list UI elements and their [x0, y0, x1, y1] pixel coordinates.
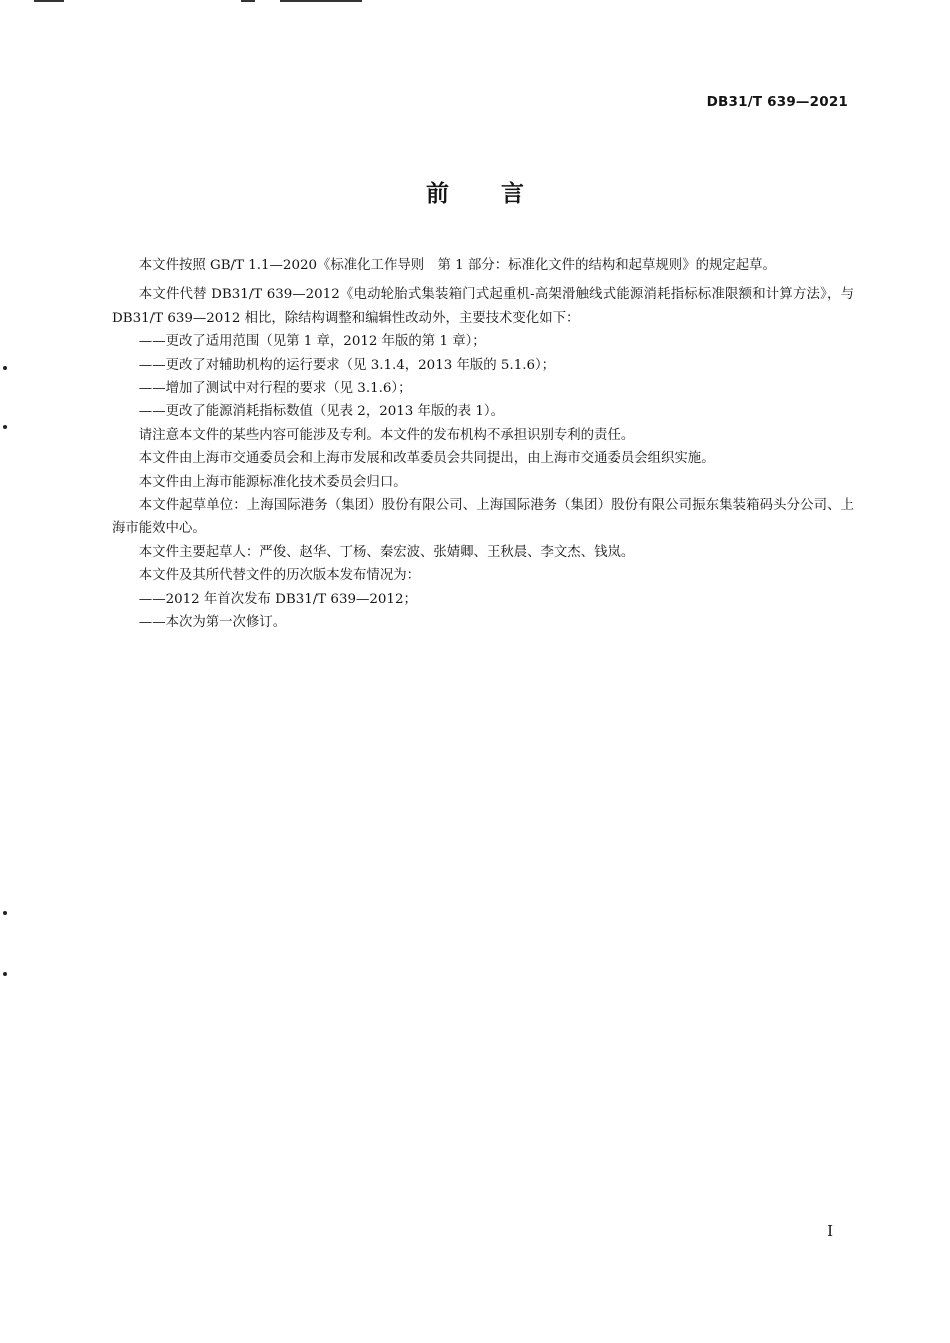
paragraph: 本文件按照 GB/T 1.1—2020《标准化工作导则 第 1 部分：标准化文件的结构和起草规则》的规定起草。: [138, 258, 776, 273]
margin-dot: [3, 366, 7, 370]
list-item: ——增加了测试中对行程的要求（见 3.1.6）；: [138, 381, 412, 397]
paragraph: 本文件主要起草人：严俊、赵华、丁杨、秦宏波、张婧卿、王秋晨、李文杰、钱岚。: [138, 544, 635, 560]
foreword-body: [112, 254, 859, 635]
paragraph: 本文件由上海市能源标准化技术委员会归口。: [138, 474, 407, 490]
list-item: ——2012 年首次发布 DB31/T 639—2012；: [138, 591, 417, 607]
paragraph: 本文件及其所代替文件的历次版本发布情况为：: [138, 568, 420, 584]
page-title: 前言: [426, 181, 576, 207]
margin-dot: [3, 972, 7, 976]
list-item: ——本次为第一次修订。: [138, 615, 287, 631]
paragraph: 本文件起草单位：上海国际港务（集团）股份有限公司、上海国际港务（集团）股份有限公司振东集装箱码头分公司、上海市能效中心。: [112, 498, 854, 537]
margin-dot: [3, 425, 7, 429]
paragraph: 本文件由上海市交通委员会和上海市发展和改革委员会共同提出，由上海市交通委员会组织实施。: [138, 451, 715, 467]
scan-mark: [280, 0, 362, 2]
page-number: I: [827, 1222, 833, 1240]
paragraph: 本文件代替 DB31/T 639—2012《电动轮胎式集装箱门式起重机-高架滑触线式能源消耗指标标准限额和计算方法》，与 DB31/T 639—2012 相比，除结构调整和编辑性改动外，主要技术变化如下：: [112, 287, 859, 326]
list-item: ——更改了适用范围（见第 1 章，2012 年版的第 1 章）；: [138, 334, 486, 350]
list-item: ——更改了对辅助机构的运行要求（见 3.1.4，2013 年版的 5.1.6）；: [138, 357, 556, 373]
scan-mark: [241, 0, 255, 2]
margin-dot: [3, 911, 7, 915]
list-item: ——更改了能源消耗指标数值（见表 2，2013 年版的表 1）。: [138, 404, 504, 420]
scan-mark: [34, 0, 64, 2]
paragraph: 请注意本文件的某些内容可能涉及专利。本文件的发布机构不承担识别专利的责任。: [138, 427, 635, 443]
document-code: DB31/T 639—2021: [706, 94, 848, 110]
